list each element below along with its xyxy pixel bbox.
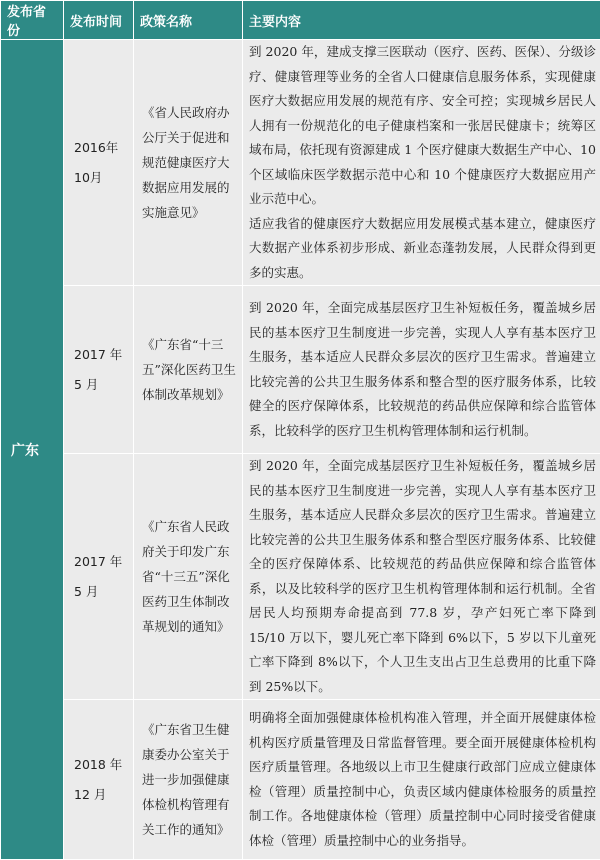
content-paragraph: 到 2020 年，全面完成基层医疗卫生补短板任务，覆盖城乡居民的基本医疗卫生制度进一步完善，实现人人享有基本医疗卫生服务，基本适应人民群众多层次的医疗卫生需求。普遍建立比较完善的公共卫生服务体系和整合型的医疗服务体系，比较健全的医疗保障体系，比较规范的药品供应保障和综合监管体系，比较科学的医疗卫生机构管理体制和运行机制。	[249, 296, 596, 443]
policy-name-cell: 《广东省“十三五”深化医药卫生体制改革规划》	[134, 286, 243, 454]
content-paragraph: 到 2020 年，全面完成基层医疗卫生补短板任务，覆盖城乡居民的基本医疗卫生制度进一步完善，实现人人享有基本医疗卫生服务，基本适应人民群众多层次的医疗卫生需求。普遍建立比较完善的公共卫生服务体系和整合型医疗服务体系、比较健全的医疗保障体系、比较规范的药品供应保障和综合监管体系，以及比较科学的医疗卫生机构管理体制和运行机制。全省居民人均预期寿命提高到 77.8 岁，孕产妇死亡率下降到 15/10 万以下，婴儿死亡率下降到 6%以下，5 岁以下儿童死亡率下降到 8%以下，个人卫生支出占卫生总费用的比重下降到 25%以下。	[249, 454, 596, 699]
policy-name-cell: 《广东省人民政府关于印发广东省“十三五”深化医药卫生体制改革规划的通知》	[134, 454, 243, 700]
content-cell	[243, 40, 600, 286]
table-row	[1, 40, 600, 286]
date-cell: 2017 年 5 月	[64, 454, 134, 700]
header-policy-name: 政策名称	[134, 1, 243, 40]
content-cell	[243, 454, 600, 700]
date-cell: 2016年10月	[64, 40, 134, 286]
content-cell	[243, 286, 600, 454]
content-paragraph: 到 2020 年，建成支撑三医联动（医疗、医药、医保）、分级诊疗、健康管理等业务的全省人口健康信息服务体系，实现健康医疗大数据应用发展的规范有序、安全可控；实现城乡居民人人拥有一份规范化的电子健康档案和一张居民健康卡；统筹区域布局，依托现有资源建成 1 个医疗健康大数据生产中心、10 个区域临床医学数据示范中心和 10 个健康医疗大数据应用产业示范中心。	[249, 40, 596, 212]
header-province: 发布省份	[1, 1, 64, 40]
province-cell: 广东	[1, 40, 64, 860]
policy-name-cell: 《省人民政府办公厅关于促进和规范健康医疗大数据应用发展的实施意见》	[134, 40, 243, 286]
table-row	[1, 700, 600, 860]
date-cell: 2018 年 12 月	[64, 700, 134, 860]
table-header-row	[1, 1, 600, 40]
table-row	[1, 454, 600, 700]
header-date: 发布时间	[64, 1, 134, 40]
content-paragraph: 适应我省的健康医疗大数据应用发展模式基本建立，健康医疗大数据产业体系初步形成、新业态蓬勃发展，人民群众得到更多的实惠。	[249, 212, 596, 286]
date-cell: 2017 年 5 月	[64, 286, 134, 454]
header-main-content: 主要内容	[243, 1, 600, 40]
policy-name-cell: 《广东省卫生健康委办公室关于进一步加强健康体检机构管理有关工作的通知》	[134, 700, 243, 860]
content-cell	[243, 700, 600, 860]
table-row	[1, 286, 600, 454]
content-paragraph: 明确将全面加强健康体检机构准入管理，并全面开展健康体检机构医疗质量管理及日常监督管理。要全面开展健康体检机构医疗质量管理。各地级以上市卫生健康行政部门应成立健康体检（管理）质量控制中心，负责区域内健康体检服务的质量控制工作。各地健康体检（管理）质量控制中心同时接受省健康体检（管理）质量控制中心的业务指导。	[249, 706, 596, 853]
